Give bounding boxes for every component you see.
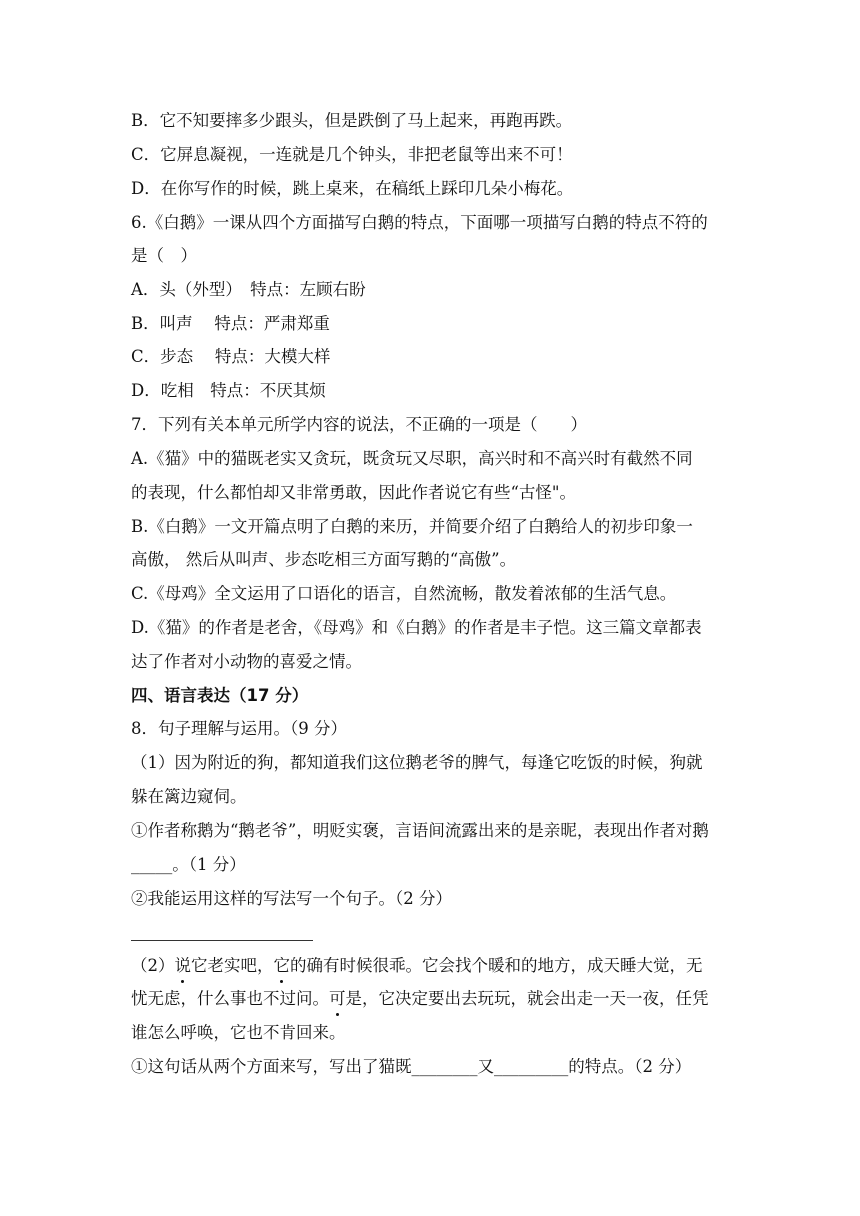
option-b-q7: B.《白鹅》一文开篇点明了白鹅的来历，并简要介绍了白鹅给人的初步印象一	[131, 517, 693, 536]
option-c-q7: C.《母鸡》全文运用了口语化的语言，自然流畅，散发着浓郁的生活气息。	[131, 584, 677, 603]
sub-question-1-item-1: ①作者称鹅为“鹅老爷”，明贬实褒，言语间流露出来的是亲昵，表现出作者对鹅	[131, 821, 709, 840]
emphasis-dot-char: 它	[273, 956, 290, 975]
option-a-q6: A．头（外型） 特点：左顾右盼	[131, 280, 366, 299]
option-d-q6: D．吃相 特点：不厌其烦	[131, 381, 326, 400]
sub-question-2-cont-2: 谁怎么呼唤，它也不肯回来。	[131, 1023, 346, 1042]
answer-underline	[131, 940, 313, 941]
option-a-q7-cont: 的表现，什么都怕却又非常勇敢，因此作者说它有些“古怪"。	[131, 483, 577, 502]
question-7: 7．下列有关本单元所学内容的说法，不正确的一项是（ ）	[131, 415, 587, 434]
emphasis-dot-char: 说	[174, 956, 191, 975]
sub-question-2: （2）说它老实吧，它的确有时候很乖。它会找个暖和的地方，成天睡大觉，无	[131, 956, 703, 975]
sub-question-1-cont: 躲在篱边窥伺。	[131, 787, 247, 806]
option-c-q6: C．步态 特点：大模大样	[131, 347, 331, 366]
option-d-q7: D.《猫》的作者是老舍，《母鸡》和《白鹅》的作者是丰子恺。这三篇文章都表	[131, 618, 702, 637]
option-b-q5: B．它不知要摔多少跟头，但是跌倒了马上起来，再跑再跌。	[131, 111, 573, 130]
option-b-q6: B．叫声 特点：严肃郑重	[131, 314, 330, 333]
sub-question-2-item-1: ①这句话从两个方面来写，写出了猫既________又_________的特点。（2 分）	[131, 1057, 692, 1076]
question-6: 6.《白鹅》一课从四个方面描写白鹅的特点，下面哪一项描写白鹅的特点不符的	[131, 213, 708, 232]
section-heading: 四、语言表达（17 分）	[131, 686, 309, 705]
option-a-q7: A.《猫》中的猫既老实又贪玩，既贪玩又尽职，高兴时和不高兴时有截然不同	[131, 449, 693, 468]
question-8: 8．句子理解与运用。（9 分）	[131, 719, 347, 738]
sub-question-2-cont: 忧无虑，什么事也不过问。可是，它决定要出去玩玩，就会出走一天一夜，任凭	[131, 989, 709, 1008]
answer-blank-line: _____。（1 分）	[131, 855, 246, 874]
sub-question-1: （1）因为附近的狗，都知道我们这位鹅老爷的脾气，每逢它吃饭的时候，狗就	[131, 753, 703, 772]
option-b-q7-cont: 高傲， 然后从叫声、步态吃相三方面写鹅的“高傲”。	[131, 550, 517, 569]
option-d-q5: D．在你写作的时候，跳上桌来，在稿纸上踩印几朵小梅花。	[131, 179, 574, 198]
emphasis-dot-char: 可	[329, 989, 346, 1008]
sub-question-1-item-2: ②我能运用这样的写法写一个句子。（2 分）	[131, 889, 452, 908]
question-6-cont: 是（ ）	[131, 246, 197, 265]
option-d-q7-cont: 达了作者对小动物的喜爱之情。	[131, 652, 362, 671]
option-c-q5: C．它屏息凝视，一连就是几个钟头，非把老鼠等出来不可！	[131, 145, 573, 164]
